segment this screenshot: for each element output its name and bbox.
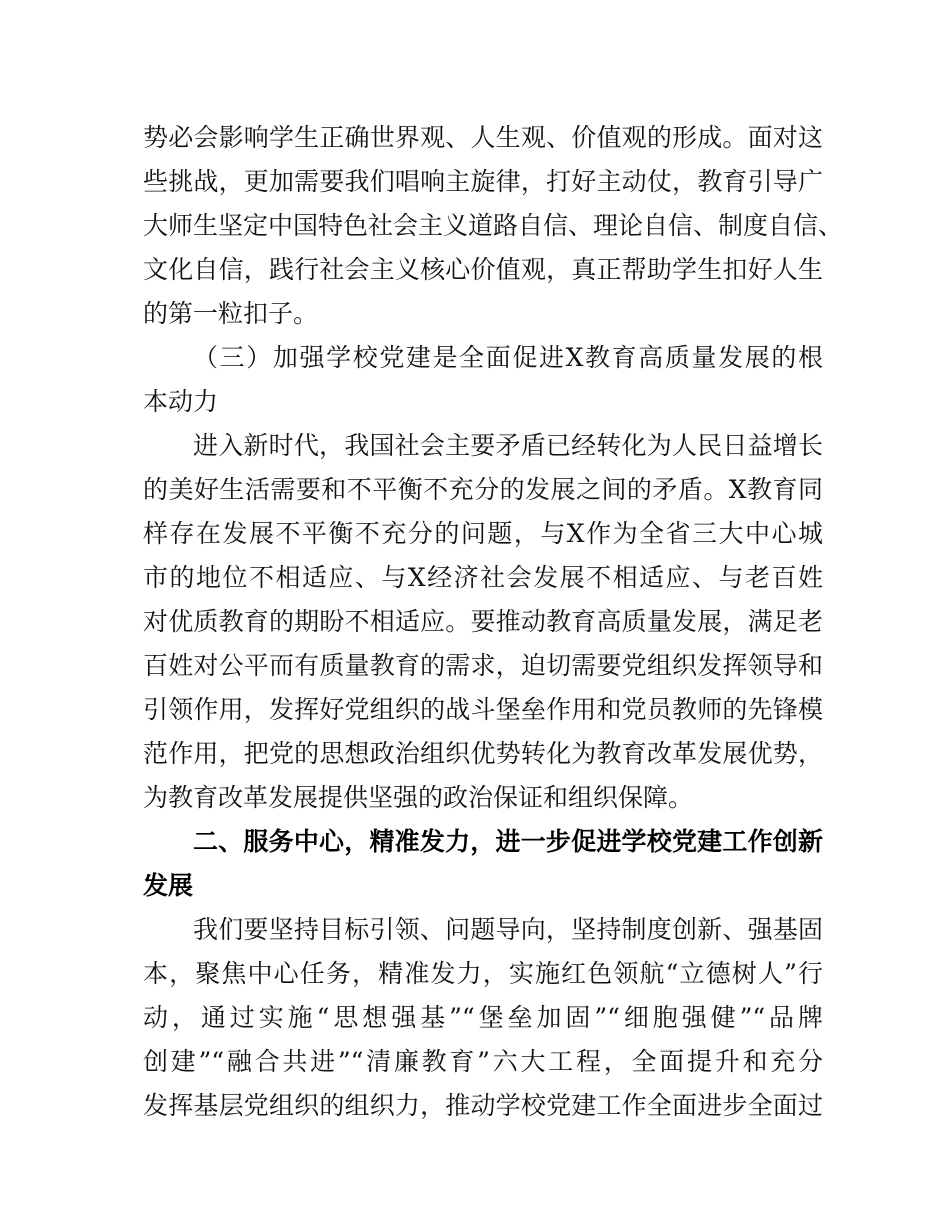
section-heading: 发展 — [143, 871, 194, 900]
body-text-line: 本，聚焦中心任务，精准发力，实施红色领航“立德树人”行 — [143, 959, 823, 988]
body-text-line: 的美好生活需要和不平衡不充分的发展之间的矛盾。X教育同 — [143, 475, 823, 504]
body-text-line: 样存在发展不平衡不充分的问题，与X作为全省三大中心城 — [143, 519, 823, 548]
section-heading: 二、服务中心，精准发力，进一步促进学校党建工作创新 — [193, 827, 823, 856]
body-text-line: 我们要坚持目标引领、问题导向，坚持制度创新、强基固 — [193, 915, 823, 944]
body-text-line: 对优质教育的期盼不相适应。要推动教育高质量发展，满足老 — [143, 607, 823, 636]
body-text-line: 动，通过实施“思想强基”“堡垒加固”“细胞强健”“品牌 — [143, 1003, 823, 1032]
body-text-line: 市的地位不相适应、与X经济社会发展不相适应、与老百姓 — [143, 563, 823, 592]
body-text-line: 的第一粒扣子。 — [143, 299, 319, 328]
section-subheading: 本动力 — [143, 387, 219, 416]
body-text-line: 文化自信，践行社会主义核心价值观，真正帮助学生扣好人生 — [143, 255, 823, 284]
body-text-line: 些挑战，更加需要我们唱响主旋律，打好主动仗，教育引导广 — [143, 167, 823, 196]
body-text-line: 势必会影响学生正确世界观、人生观、价值观的形成。面对这 — [143, 123, 823, 152]
body-text-line: 为教育改革发展提供坚强的政治保证和组织保障。 — [143, 783, 694, 812]
body-text-line: 大师生坚定中国特色社会主义道路自信、理论自信、制度自信、 — [143, 211, 844, 240]
body-text-line: 范作用，把党的思想政治组织优势转化为教育改革发展优势， — [143, 739, 823, 768]
body-text-line: 百姓对公平而有质量教育的需求，迫切需要党组织发挥领导和 — [143, 651, 823, 680]
section-subheading: （三）加强学校党建是全面促进X教育高质量发展的根 — [193, 343, 823, 372]
body-text-line: 发挥基层党组织的组织力，推动学校党建工作全面进步全面过 — [143, 1091, 823, 1120]
body-text-line: 进入新时代，我国社会主要矛盾已经转化为人民日益增长 — [193, 431, 823, 460]
body-text-line: 引领作用，发挥好党组织的战斗堡垒作用和党员教师的先锋模 — [143, 695, 823, 724]
body-text-line: 创建”“融合共进”“清廉教育”六大工程，全面提升和充分 — [143, 1047, 823, 1076]
